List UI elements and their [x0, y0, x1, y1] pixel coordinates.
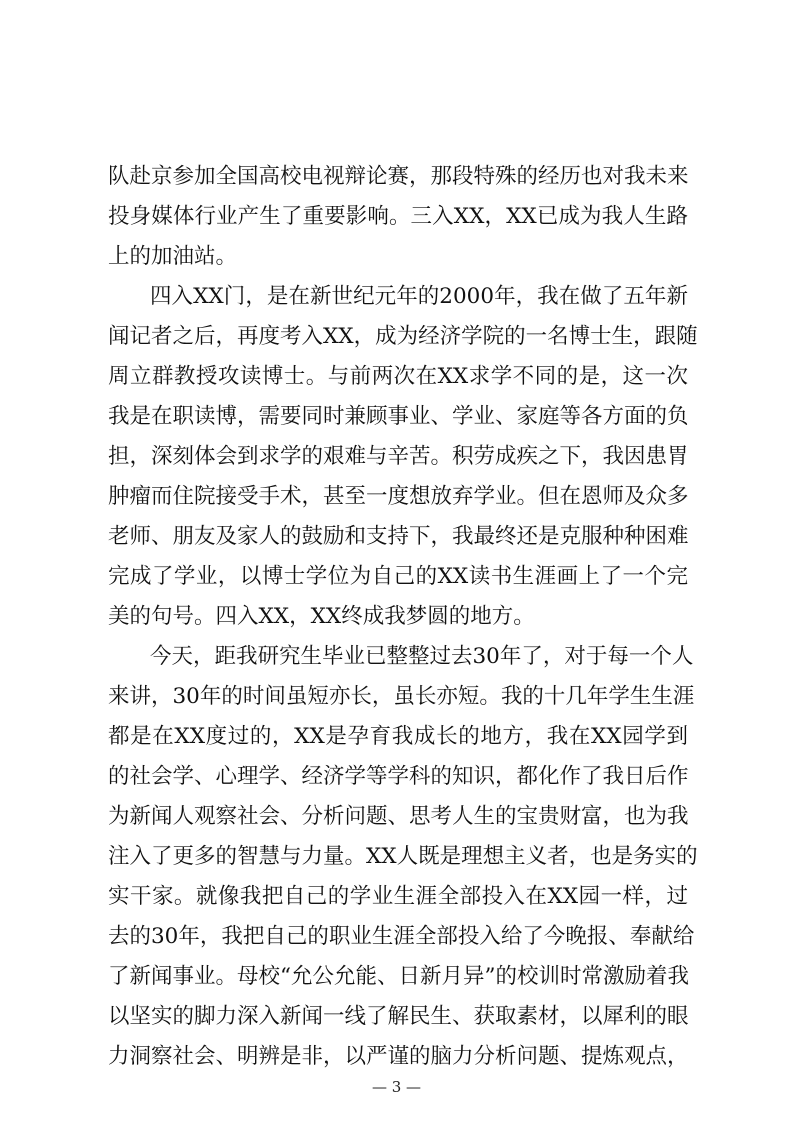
text-line-3: 上的加油站。 — [108, 244, 238, 269]
paragraph-3-line-9: 了新闻事业。母校“允公允能、日新月异”的校训时常激励着我 — [108, 964, 689, 989]
paragraph-3-line-2: 来讲，30年的时间虽短亦长，虽长亦短。我的十几年学生生涯 — [108, 684, 695, 709]
paragraph-3-line-3: 都是在XX度过的，XX是孕育我成长的地方，我在XX园学到 — [108, 724, 688, 749]
paragraph-3-line-11: 力洞察社会、明辨是非，以严谨的脑力分析问题、提炼观点， — [108, 1044, 689, 1069]
paragraph-3-line-7: 实干家。就像我把自己的学业生涯全部投入在XX园一样，过 — [108, 884, 688, 909]
paragraph-3-line-6: 注入了更多的智慧与力量。XX人既是理想主义者，也是务实的 — [108, 844, 698, 869]
paragraph-3-line-5: 为新闻人观察社会、分析问题、思考人生的宝贵财富，也为我 — [108, 804, 689, 829]
paragraph-2-line-6: 肿瘤而住院接受手术，甚至一度想放弃学业。但在恩师及众多 — [108, 484, 689, 509]
paragraph-3-line-1: 今天，距我研究生毕业已整整过去30年了，对于每一个人 — [150, 644, 694, 669]
paragraph-2-line-7: 老师、朋友及家人的鼓励和支持下，我最终还是克服种种困难 — [108, 524, 689, 549]
page-number: — 3 — — [371, 1078, 422, 1096]
paragraph-2-line-4: 我是在职读博，需要同时兼顾事业、学业、家庭等各方面的负 — [108, 404, 689, 429]
text-line-1: 队赴京参加全国高校电视辩论赛，那段特殊的经历也对我未来 — [108, 164, 689, 189]
paragraph-3-line-10: 以坚实的脚力深入新闻一线了解民生、获取素材，以犀利的眼 — [108, 1004, 689, 1029]
paragraph-2-line-3: 周立群教授攻读博士。与前两次在XX求学不同的是，这一次 — [108, 364, 688, 389]
paragraph-3-line-8: 去的30年，我把自己的职业生涯全部投入给了今晚报、奉献给 — [108, 924, 695, 949]
paragraph-2-line-8: 完成了学业，以博士学位为自己的XX读书生涯画上了一个完 — [108, 564, 688, 589]
paragraph-2-line-5: 担，深刻体会到求学的艰难与辛苦。积劳成疾之下，我因患胃 — [108, 444, 689, 469]
paragraph-2-line-9: 美的句号。四入XX，XX终成我梦圆的地方。 — [108, 604, 535, 629]
paragraph-2-line-1: 四入XX门，是在新世纪元年的2000年，我在做了五年新 — [150, 284, 688, 309]
paragraph-2-line-2: 闻记者之后，再度考入XX，成为经济学院的一名博士生，跟随 — [108, 324, 698, 349]
paragraph-3-line-4: 的社会学、心理学、经济学等学科的知识，都化作了我日后作 — [108, 764, 689, 789]
text-line-2: 投身媒体行业产生了重要影响。三入XX，XX已成为我人生路 — [108, 204, 688, 229]
